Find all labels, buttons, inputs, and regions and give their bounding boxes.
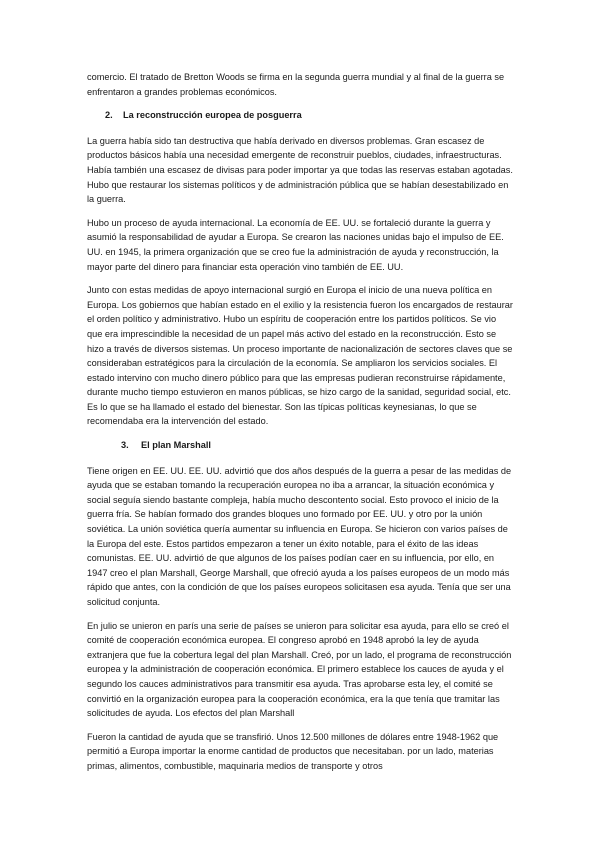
section-3-heading <box>87 438 513 453</box>
section-3-paragraph-3: Fueron la cantidad de ayuda que se transfirió. Unos 12.500 millones de dólares entre 1948-1962 que permitió a Europa importar la enorme cantidad de productos que necesitaban. por un lado, materias primas, alimentos, combustible, maquinaria medios de transporte y otros <box>87 731 499 771</box>
intro-paragraph: comercio. El tratado de Bretton Woods se firma en la segunda guerra mundial y al final de la guerra se enfrentaron a grandes problemas económicos. <box>87 72 505 97</box>
section-2-paragraph-2: Hubo un proceso de ayuda internacional. La economía de EE. UU. se fortaleció durante la guerra y asumió la responsabilidad de ayudar a Europa. Se crearon las naciones unidas bajo el impulso de EE. UU. en 1945, la primera organización que se creo fue la administración de ayuda y reconstrucción, la mayor parte del dinero para financiar esta operación vino también de EE. UU. <box>87 217 504 272</box>
section-3-title: El plan Marshall <box>141 440 211 451</box>
section-3-paragraph-2: En julio se unieron en parís una serie de países se unieron para solicitar esa ayuda, para ello se creó el comité de cooperación económica europea. El congreso aprobó en 1948 aprobó la ley de ayuda extranjera que fue la cobertura legal del plan Marshall. Creó, por un lado, el programa de reconstrucción europea y la administración de cooperación económica. El primero establece los cauces de ayuda y el segundo los cauces administrativos para transmitir esa ayuda. Tras aprobarse esta ley, el comité se convirtió en la organización europea para la cooperación económica, era la que tenía que tramitar las solicitudes de ayuda. Los efectos del plan Marshall <box>87 620 512 719</box>
section-2-paragraph-3: Junto con estas medidas de apoyo internacional surgió en Europa el inicio de una nueva política en Europa. Los gobiernos que habían estado en el exilio y la resistencia fueron los encargados de restaurar el orden político y administrativo. Hubo un espíritu de cooperación entre los partidos políticos. Se vio que era imprescindible la necesidad de un papel más activo del estado en la reconstrucción. Esto se hizo a través de diversos sistemas. Un proceso importante de nacionalización de sectores claves que se consideraban estratégicos para la circulación de la economía. Se ampliaron los servicios sociales. El estado intervino con mucho dinero público para que las empresas pudieran reconstruirse rápidamente, durante mucho tiempo estuvieron en manos públicas, se hizo cargo de la sanidad, seguridad social, etc. Es lo que se ha llamado el estado del bienestar. Son las típicas políticas keynesianas, lo que se recomendaba era la intervención del estado. <box>87 285 513 427</box>
section-2-paragraph-1: La guerra había sido tan destructiva que había derivado en diversos problemas. Gran escasez de productos básicos había una necesidad emergente de reconstruir pueblos, ciudades, infraestructuras. Había también una escasez de divisas para poder importar ya que todas las reservas estaban agotadas. Hubo que restaurar los sistemas políticos y de administración pública que se habían desestabilizado en la guerra. <box>87 135 513 205</box>
section-2-title: La reconstrucción europea de posguerra <box>123 110 302 121</box>
section-3-number: 3. <box>121 440 129 451</box>
document-body <box>87 70 513 783</box>
section-3-paragraph-1: Tiene origen en EE. UU. EE. UU. advirtió que dos años después de la guerra a pesar de las medidas de ayuda que se estaban tomando la recuperación europea no iba a arrancar, la situación económica y social seguía siendo bastante compleja, había mucho descontento social. Esto provoco el inicio de la guerra fría. Se habían formado dos grandes bloques uno formado por EE. UU. y otro por la unión soviética. La unión soviética quería aumentar su influencia en Europa. Se hicieron con varios países de la Europa del este. Estos partidos empezaron a tener un éxito notable, para el éxito de las ideas comunistas. EE. UU. advirtió de que algunos de los países podían caer en su influencia, por ello, en 1947 creo el plan Marshall, George Marshall, que ofreció ayuda a los países europeos de un modo más rápido que antes, con la condición de que los países europeos solicitasen esa ayuda. Tenía que ser una solicitud conjunta. <box>87 465 512 607</box>
section-2-number: 2. <box>105 110 113 121</box>
section-2-heading <box>87 108 513 123</box>
